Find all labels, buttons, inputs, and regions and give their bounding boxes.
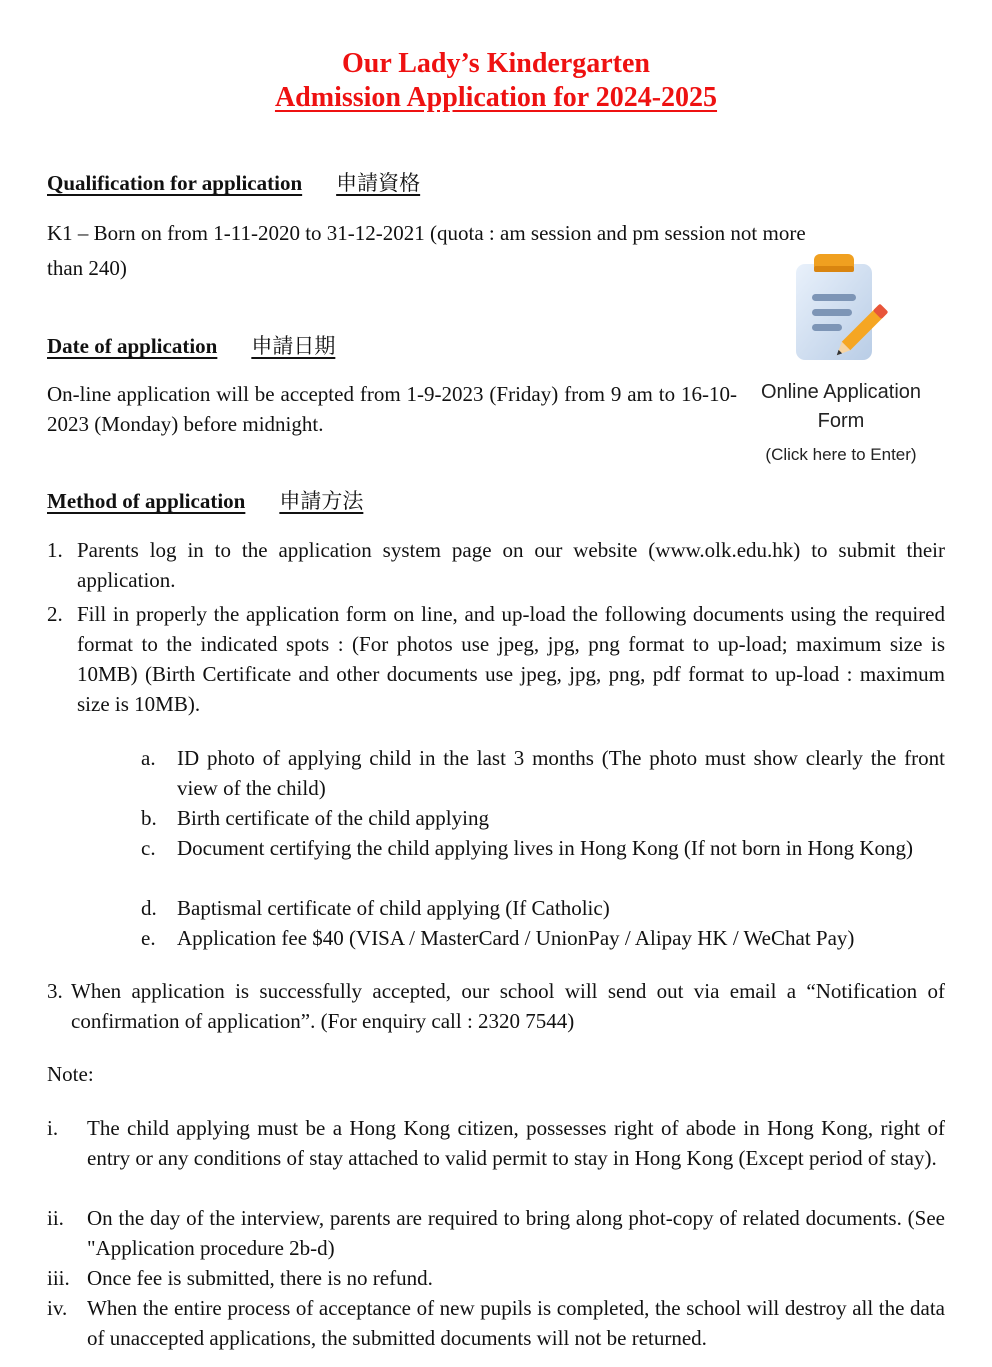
note-item	[47, 1113, 945, 1173]
note-text: When the entire process of acceptance of new pupils is completed, the school will destroy all the data of unaccepted applications, the submitted documents will not be returned.	[87, 1296, 945, 1350]
method-heading	[47, 486, 363, 516]
document-marker: e.	[141, 926, 156, 950]
note-item	[47, 1203, 945, 1263]
document-text: Application fee $40 (VISA / MasterCard / UnionPay / Alipay HK / WeChat Pay)	[177, 926, 855, 950]
list-marker: 1.	[47, 538, 63, 562]
document-text: ID photo of applying child in the last 3 months (The photo must show clearly the front view of the child)	[177, 746, 945, 800]
date-heading-text: Date of application	[47, 334, 218, 358]
online-application-hint: (Click here to Enter)	[765, 445, 917, 464]
list-item	[47, 976, 945, 1036]
note-marker: iv.	[47, 1296, 68, 1320]
document-item	[141, 923, 945, 953]
note-label: Note:	[47, 1062, 94, 1086]
date-heading-cjk: 申請日期	[251, 334, 336, 358]
note-marker: ii.	[47, 1206, 64, 1230]
note-marker: i.	[47, 1116, 59, 1140]
qualification-heading-cjk: 申請資格	[336, 171, 421, 195]
qualification-text: K1 – Born on from 1-11-2020 to 31-12-2021 (quota : am session and pm session not more than 240)	[47, 221, 806, 280]
list-item	[47, 535, 945, 595]
qualification-heading	[47, 168, 420, 198]
list-item-text: Parents log in to the application system page on our website (www.olk.edu.hk) to submit their application.	[77, 538, 945, 592]
document-item	[141, 893, 945, 923]
document-text: Baptismal certificate of child applying (If Catholic)	[177, 896, 610, 920]
note-item	[47, 1293, 945, 1353]
document-marker: a.	[141, 746, 156, 770]
qualification-heading-text: Qualification for application	[47, 171, 303, 195]
list-marker: 3.	[47, 979, 63, 1003]
list-item-text: When application is successfully accepted, our school will send out via email a “Notification of confirmation of application”. (For enquiry call : 2320 7544)	[71, 979, 945, 1033]
note-text: The child applying must be a Hong Kong citizen, possesses right of abode in Hong Kong, right of entry or any conditions of stay attached to valid permit to stay in Hong Kong (Except period of stay).	[87, 1116, 945, 1170]
date-heading	[47, 331, 335, 361]
list-item-text: Fill in properly the application form on line, and up-load the following documents using the required format to the indicated spots : (For photos use jpeg, jpg, png format to up-load; maximum size is 10MB) (Birth Certificate and other documents use jpeg, jpg, png, pdf format to up-load : maximum size is 10MB).	[77, 602, 945, 716]
online-application-label: Online Application Form	[760, 381, 922, 432]
method-heading-text: Method of application	[47, 489, 246, 513]
document-marker: d.	[141, 896, 157, 920]
clipboard-pencil-icon	[786, 250, 896, 370]
document-marker: b.	[141, 806, 157, 830]
list-item	[47, 599, 945, 719]
school-name: Our Lady’s Kindergarten	[341, 48, 650, 79]
list-marker: 2.	[47, 602, 63, 626]
online-application-link[interactable]	[745, 250, 937, 466]
document-item	[141, 803, 945, 833]
page-title: Admission Application for 2024-2025	[274, 82, 718, 113]
note-text: On the day of the interview, parents are required to bring along phot-copy of related documents. (See "Application procedure 2b-d)	[87, 1206, 945, 1260]
document-item	[141, 833, 945, 863]
document-marker: c.	[141, 836, 156, 860]
document-item	[141, 743, 945, 803]
date-text: On-line application will be accepted from 1-9-2023 (Friday) from 9 am to 16-10-2023 (Monday) before midnight.	[47, 382, 737, 436]
document-text: Birth certificate of the child applying	[177, 806, 489, 830]
method-heading-cjk: 申請方法	[279, 489, 364, 513]
note-item	[47, 1263, 945, 1293]
note-marker: iii.	[47, 1266, 70, 1290]
note-text: Once fee is submitted, there is no refund.	[87, 1266, 433, 1290]
document-text: Document certifying the child applying lives in Hong Kong (If not born in Hong Kong)	[177, 836, 914, 860]
